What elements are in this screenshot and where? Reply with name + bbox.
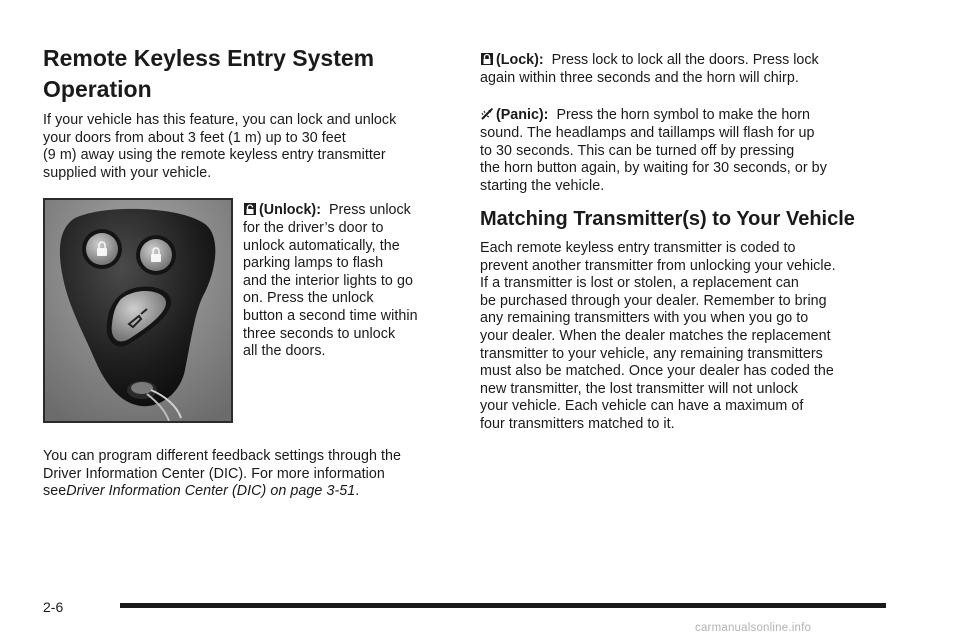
feedback-end: . — [355, 483, 360, 500]
lock-description — [480, 50, 898, 88]
page-title-line2: Operation — [43, 76, 152, 102]
unlock-description — [243, 200, 463, 361]
page-title-line1: Remote Keyless Entry System — [43, 45, 375, 71]
watermark: carmanualsonline.info — [695, 622, 812, 634]
panic-text: sound. The headlamps and taillamps will flash for up to 30 seconds. This can be turned off by pressing the horn button again, by waiting for 30 seconds, or by starting the vehicle. — [480, 125, 827, 194]
page-title — [43, 43, 374, 105]
unlock-first-line: Press unlock — [328, 202, 411, 218]
unlock-text: for the driver’s door to unlock automatically, the parking lamps to flash and the interior lights to go on. Press the unlock button a second time within three seconds to unlock all the doors. — [243, 220, 418, 360]
footer-rule — [120, 603, 886, 608]
horn-icon — [480, 107, 494, 121]
unlock-icon — [243, 202, 257, 216]
feedback-text: You can program different feedback settings through the Driver Information Center (DIC). For more information see — [43, 448, 402, 500]
section-paragraph: Each remote keyless entry transmitter is coded to prevent another transmitter from unlocking your vehicle. If a transmitter is lost or stolen, a replacement can be purchased through your dealer. Remember to bring any remaining transmitters with you when you go to your dealer. When the dealer matches the replacement transmitter to your vehicle, any remaining transmitters must also be matched. Once your dealer has coded the new transmitter, the lost transmitter will not unlock your vehicle. Each vehicle can have a maximum of four transmitters matched to it. — [480, 240, 836, 432]
intro-paragraph: If your vehicle has this feature, you can lock and unlock your doors from about 3 feet (1 m) up to 30 feet (9 m) away using the remote keyless entry transmitter supplied with your vehicle. — [43, 112, 397, 181]
lock-text: again within three seconds and the horn will chirp. — [480, 70, 799, 86]
lock-label: (Lock): — [496, 52, 544, 68]
keyfob-illustration — [45, 200, 231, 421]
panic-label: (Panic): — [496, 107, 549, 123]
lock-icon — [480, 52, 494, 66]
unlock-label: (Unlock): — [259, 202, 321, 218]
keyfob-image — [43, 198, 233, 423]
lock-first-line: Press lock to lock all the doors. Press lock — [551, 52, 819, 68]
feedback-paragraph — [43, 448, 463, 501]
section-heading: Matching Transmitter(s) to Your Vehicle — [480, 208, 855, 230]
panic-first-line: Press the horn symbol to make the horn — [556, 107, 810, 123]
panic-description — [480, 105, 898, 195]
dic-reference-link[interactable]: Driver Information Center (DIC) on page 3-51 — [66, 483, 356, 500]
page-number: 2-6 — [43, 599, 64, 615]
